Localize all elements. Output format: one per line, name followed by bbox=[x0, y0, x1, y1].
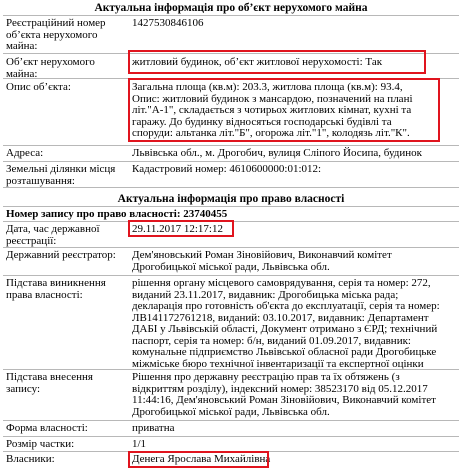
value-registration-number: 1427530846106 bbox=[132, 17, 204, 29]
divider bbox=[3, 15, 459, 16]
ownership-record-number: Номер запису про право власності: 23740455 bbox=[6, 208, 228, 220]
divider bbox=[3, 275, 459, 276]
label-registration-datetime: Дата, час державної реєстрації: bbox=[6, 223, 100, 247]
label-registration-number: Реєстраційний номер об’єкта нерухомого майна: bbox=[6, 17, 106, 52]
value-property-object: житловий будинок, об’єкт житлової нерухомості: Так bbox=[132, 56, 383, 68]
value-state-registrar: Дем'яновський Роман Зіновійович, Виконавчий комітет Дрогобицької міської ради, Львівська обл. bbox=[132, 249, 392, 273]
divider bbox=[3, 369, 459, 370]
divider bbox=[3, 161, 459, 162]
label-ownership-basis: Підстава виникнення права власності: bbox=[6, 277, 106, 301]
label-object-description: Опис об’єкта: bbox=[6, 81, 71, 93]
value-ownership-form: приватна bbox=[132, 422, 175, 434]
value-entry-basis: Рішення про державну реєстрацію прав та їх обтяжень (з відкриттям розділу), індексний номер: 38523170 від 05.12.2017 11:44:16, Дем'яновський Роман Зіновійович, Виконавчий комітет Дрогобицької міської ради, Львівська обл. bbox=[132, 371, 436, 418]
divider bbox=[3, 206, 459, 207]
value-ownership-basis: рішення органу місцевого самоврядування, серія та номер: 272, виданий 23.11.2017, видавник: Дрогобицька міська рада; декларація про готовність об'єкта до експлуатації, серія та номер: ЛВ141172761218, виданий: 03.10.2017, видавник: Департамент ДАБІ у Львівській області, Документ отримано з ЄРД; технічний паспорт, серія та номер: б/н, виданий 01.09.2017, видавник: комунальне підприємство Львівської обласної ради Дрогобицьке міжміське бюро технічної інвентаризації та експертної оцінки bbox=[132, 277, 440, 370]
value-owner-name: Денега Ярослава Михайлівна bbox=[132, 453, 271, 465]
value-registration-datetime: 29.11.2017 12:17:12 bbox=[132, 223, 223, 235]
label-land-plots: Земельні ділянки місця розташування: bbox=[6, 163, 116, 187]
label-state-registrar: Державний реєстратор: bbox=[6, 249, 116, 261]
divider bbox=[3, 145, 459, 146]
object-section-title: Актуальна інформація про об’єкт нерухомого майна bbox=[94, 2, 368, 14]
value-address: Львівська обл., м. Дрогобич, вулиця Сліпого Йосипа, будинок bbox=[132, 147, 422, 159]
label-property-object: Об’єкт нерухомого майна: bbox=[6, 56, 95, 80]
label-owners: Власники: bbox=[6, 453, 55, 465]
divider bbox=[3, 420, 459, 421]
highlight-box-property-object bbox=[128, 50, 426, 74]
value-share-size: 1/1 bbox=[132, 438, 147, 450]
highlight-box-registration-datetime bbox=[128, 220, 234, 237]
value-object-description: Загальна площа (кв.м): 203.3, житлова площа (кв.м): 93.4, Опис: житловий будинок з мансардою, позначений на плані літ."А-1", складається з чотирьох житлових кімнат, кухні та гаражу. До будинку відносяться господарські будівлі та споруди: альтанка літ."Б", огорожа літ."1", колодязь літ."К". bbox=[132, 81, 413, 139]
highlight-box-owner-name bbox=[128, 451, 269, 468]
label-address: Адреса: bbox=[6, 147, 44, 159]
divider bbox=[3, 247, 459, 248]
highlight-box-object-description bbox=[128, 78, 440, 142]
value-cadastral-number: Кадастровий номер: 4610600000:01:012: bbox=[132, 163, 322, 175]
label-entry-basis: Підстава внесення запису: bbox=[6, 371, 93, 395]
label-ownership-form: Форма власності: bbox=[6, 422, 88, 434]
divider bbox=[3, 436, 459, 437]
label-share-size: Розмір частки: bbox=[6, 438, 75, 450]
ownership-section-title: Актуальна інформація про право власності bbox=[117, 193, 345, 205]
divider bbox=[3, 187, 459, 188]
